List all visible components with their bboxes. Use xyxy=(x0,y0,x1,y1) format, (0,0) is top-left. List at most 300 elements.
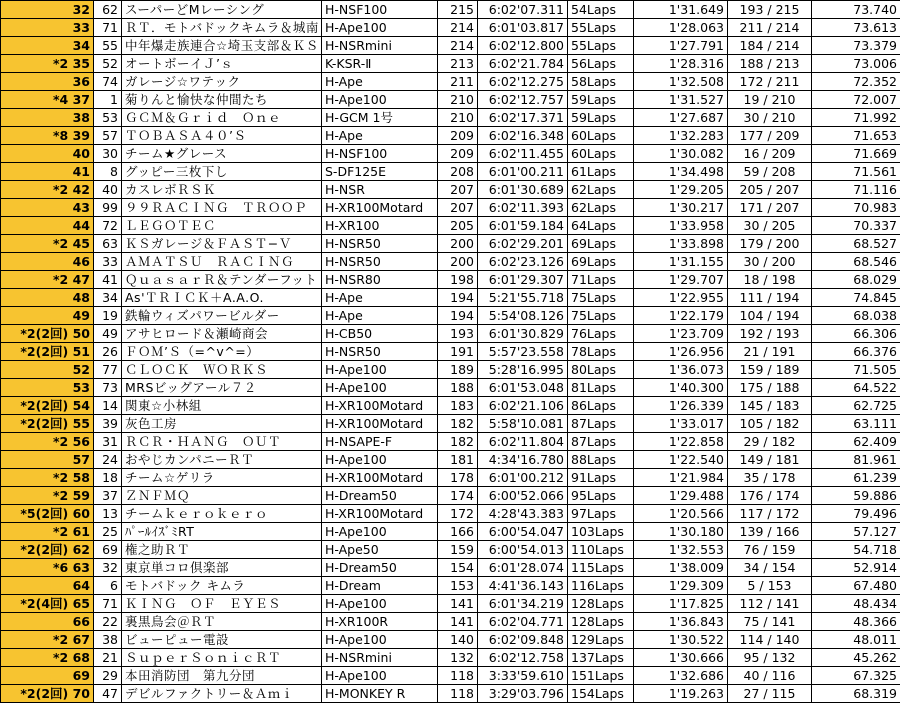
laps-cell: 166 xyxy=(438,523,478,541)
position-cell: *5(2回) 60 xyxy=(1,505,94,523)
machine-cell: H-Ape100 xyxy=(322,361,438,379)
total-time-cell: 4:34'16.780 xyxy=(478,451,568,469)
position-cell: 36 xyxy=(1,73,94,91)
avg-speed-cell: 68.319 xyxy=(812,685,900,703)
machine-cell: H-Dream xyxy=(322,577,438,595)
avg-speed-cell: 71.669 xyxy=(812,145,900,163)
best-lap-time-cell: 1'27.791 xyxy=(634,37,728,55)
laps-cell: 118 xyxy=(438,685,478,703)
position-cell: *2 56 xyxy=(1,433,94,451)
total-time-cell: 6:01'30.829 xyxy=(478,325,568,343)
best-lap-number-cell: 59 / 208 xyxy=(728,163,812,181)
lap-gap-cell: 59Laps xyxy=(568,109,634,127)
lap-gap-cell: 75Laps xyxy=(568,289,634,307)
avg-speed-cell: 79.496 xyxy=(812,505,900,523)
team-name-cell: チーム☆ゲリラ xyxy=(122,469,322,487)
total-time-cell: 4:41'36.143 xyxy=(478,577,568,595)
machine-cell: K-KSR-Ⅱ xyxy=(322,55,438,73)
table-row xyxy=(1,433,900,451)
avg-speed-cell: 52.914 xyxy=(812,559,900,577)
avg-speed-cell: 68.527 xyxy=(812,235,900,253)
total-time-cell: 6:02'17.371 xyxy=(478,109,568,127)
car-number-cell: 14 xyxy=(94,397,122,415)
team-name-cell: オートボーイＪ’ｓ xyxy=(122,55,322,73)
laps-cell: 205 xyxy=(438,217,478,235)
machine-cell: H-XR100Motard xyxy=(322,505,438,523)
team-name-cell: 灰色工房 xyxy=(122,415,322,433)
lap-gap-cell: 115Laps xyxy=(568,559,634,577)
best-lap-time-cell: 1'38.009 xyxy=(634,559,728,577)
team-name-cell: モトバドック キムラ xyxy=(122,577,322,595)
position-cell: *2 68 xyxy=(1,649,94,667)
best-lap-number-cell: 16 / 209 xyxy=(728,145,812,163)
table-row xyxy=(1,379,900,397)
best-lap-time-cell: 1'40.300 xyxy=(634,379,728,397)
avg-speed-cell: 71.992 xyxy=(812,109,900,127)
machine-cell: H-Ape100 xyxy=(322,91,438,109)
best-lap-time-cell: 1'33.958 xyxy=(634,217,728,235)
table-row xyxy=(1,145,900,163)
table-row xyxy=(1,37,900,55)
lap-gap-cell: 97Laps xyxy=(568,505,634,523)
total-time-cell: 6:02'12.275 xyxy=(478,73,568,91)
car-number-cell: 26 xyxy=(94,343,122,361)
position-cell: 49 xyxy=(1,307,94,325)
laps-cell: 214 xyxy=(438,19,478,37)
laps-cell: 207 xyxy=(438,181,478,199)
position-cell: 32 xyxy=(1,1,94,19)
total-time-cell: 3:29'03.796 xyxy=(478,685,568,703)
machine-cell: H-Ape100 xyxy=(322,667,438,685)
total-time-cell: 6:00'52.066 xyxy=(478,487,568,505)
best-lap-number-cell: 179 / 200 xyxy=(728,235,812,253)
lap-gap-cell: 103Laps xyxy=(568,523,634,541)
best-lap-number-cell: 18 / 198 xyxy=(728,271,812,289)
lap-gap-cell: 55Laps xyxy=(568,37,634,55)
position-cell: 53 xyxy=(1,379,94,397)
laps-cell: 213 xyxy=(438,55,478,73)
lap-gap-cell: 76Laps xyxy=(568,325,634,343)
table-row xyxy=(1,397,900,415)
laps-cell: 191 xyxy=(438,343,478,361)
team-name-cell: スーパーどMレーシング xyxy=(122,1,322,19)
lap-gap-cell: 87Laps xyxy=(568,433,634,451)
table-row xyxy=(1,469,900,487)
table-row xyxy=(1,595,900,613)
machine-cell: H-Ape xyxy=(322,73,438,91)
lap-gap-cell: 58Laps xyxy=(568,73,634,91)
laps-cell: 178 xyxy=(438,469,478,487)
avg-speed-cell: 67.480 xyxy=(812,577,900,595)
position-cell: 44 xyxy=(1,217,94,235)
total-time-cell: 6:02'21.784 xyxy=(478,55,568,73)
avg-speed-cell: 71.505 xyxy=(812,361,900,379)
best-lap-number-cell: 30 / 205 xyxy=(728,217,812,235)
machine-cell: H-Ape100 xyxy=(322,19,438,37)
laps-cell: 215 xyxy=(438,1,478,19)
best-lap-time-cell: 1'36.073 xyxy=(634,361,728,379)
machine-cell: H-NSR50 xyxy=(322,235,438,253)
avg-speed-cell: 70.337 xyxy=(812,217,900,235)
best-lap-time-cell: 1'32.553 xyxy=(634,541,728,559)
avg-speed-cell: 73.613 xyxy=(812,19,900,37)
car-number-cell: 63 xyxy=(94,235,122,253)
avg-speed-cell: 74.845 xyxy=(812,289,900,307)
best-lap-time-cell: 1'30.217 xyxy=(634,199,728,217)
total-time-cell: 6:01'00.211 xyxy=(478,163,568,181)
best-lap-number-cell: 30 / 200 xyxy=(728,253,812,271)
total-time-cell: 6:00'54.047 xyxy=(478,523,568,541)
lap-gap-cell: 64Laps xyxy=(568,217,634,235)
machine-cell: H-XR100Motard xyxy=(322,469,438,487)
team-name-cell: 権之助ＲＴ xyxy=(122,541,322,559)
best-lap-number-cell: 19 / 210 xyxy=(728,91,812,109)
machine-cell: H-XR100Motard xyxy=(322,415,438,433)
machine-cell: H-NSR50 xyxy=(322,253,438,271)
team-name-cell: デビルファクトリー＆Ａｍｉ xyxy=(122,685,322,703)
best-lap-number-cell: 111 / 194 xyxy=(728,289,812,307)
laps-cell: 118 xyxy=(438,667,478,685)
car-number-cell: 71 xyxy=(94,595,122,613)
avg-speed-cell: 57.127 xyxy=(812,523,900,541)
avg-speed-cell: 48.434 xyxy=(812,595,900,613)
team-name-cell: 東京単コロ倶楽部 xyxy=(122,559,322,577)
position-cell: *2 42 xyxy=(1,181,94,199)
table-row xyxy=(1,1,900,19)
total-time-cell: 6:02'16.348 xyxy=(478,127,568,145)
lap-gap-cell: 91Laps xyxy=(568,469,634,487)
total-time-cell: 6:01'34.219 xyxy=(478,595,568,613)
best-lap-number-cell: 188 / 213 xyxy=(728,55,812,73)
position-cell: *2 67 xyxy=(1,631,94,649)
team-name-cell: おやじカンパニーＲＴ xyxy=(122,451,322,469)
best-lap-time-cell: 1'20.566 xyxy=(634,505,728,523)
table-row xyxy=(1,667,900,685)
laps-cell: 188 xyxy=(438,379,478,397)
table-row xyxy=(1,109,900,127)
team-name-cell: チーム★グレース xyxy=(122,145,322,163)
car-number-cell: 29 xyxy=(94,667,122,685)
laps-cell: 182 xyxy=(438,433,478,451)
best-lap-time-cell: 1'31.155 xyxy=(634,253,728,271)
machine-cell: H-Ape50 xyxy=(322,541,438,559)
total-time-cell: 6:02'09.848 xyxy=(478,631,568,649)
position-cell: *6 63 xyxy=(1,559,94,577)
best-lap-time-cell: 1'30.082 xyxy=(634,145,728,163)
lap-gap-cell: 71Laps xyxy=(568,271,634,289)
lap-gap-cell: 61Laps xyxy=(568,163,634,181)
best-lap-time-cell: 1'30.180 xyxy=(634,523,728,541)
laps-cell: 200 xyxy=(438,253,478,271)
best-lap-number-cell: 184 / 214 xyxy=(728,37,812,55)
best-lap-number-cell: 75 / 141 xyxy=(728,613,812,631)
lap-gap-cell: 80Laps xyxy=(568,361,634,379)
team-name-cell: グッピー三枚下し xyxy=(122,163,322,181)
lap-gap-cell: 62Laps xyxy=(568,181,634,199)
team-name-cell: ＦＯＭ’Ｓ（=^v^=） xyxy=(122,343,322,361)
laps-cell: 194 xyxy=(438,307,478,325)
machine-cell: H-Ape100 xyxy=(322,595,438,613)
lap-gap-cell: 81Laps xyxy=(568,379,634,397)
car-number-cell: 31 xyxy=(94,433,122,451)
machine-cell: H-XR100 xyxy=(322,217,438,235)
car-number-cell: 55 xyxy=(94,37,122,55)
laps-cell: 193 xyxy=(438,325,478,343)
table-row xyxy=(1,217,900,235)
team-name-cell: ９９ＲＡＣＩＮＧ ＴＲＯＯＰ xyxy=(122,199,322,217)
best-lap-number-cell: 211 / 214 xyxy=(728,19,812,37)
avg-speed-cell: 73.740 xyxy=(812,1,900,19)
car-number-cell: 53 xyxy=(94,109,122,127)
machine-cell: H-NSAPE-F xyxy=(322,433,438,451)
total-time-cell: 6:02'07.311 xyxy=(478,1,568,19)
total-time-cell: 6:02'21.106 xyxy=(478,397,568,415)
lap-gap-cell: 56Laps xyxy=(568,55,634,73)
team-name-cell: ビューピュー電設 xyxy=(122,631,322,649)
avg-speed-cell: 62.409 xyxy=(812,433,900,451)
table-row xyxy=(1,487,900,505)
car-number-cell: 52 xyxy=(94,55,122,73)
position-cell: *2(2回) 55 xyxy=(1,415,94,433)
best-lap-time-cell: 1'30.666 xyxy=(634,649,728,667)
avg-speed-cell: 73.379 xyxy=(812,37,900,55)
best-lap-number-cell: 176 / 174 xyxy=(728,487,812,505)
position-cell: 66 xyxy=(1,613,94,631)
best-lap-time-cell: 1'22.955 xyxy=(634,289,728,307)
position-cell: *2 58 xyxy=(1,469,94,487)
team-name-cell: ガレージ☆ワテック xyxy=(122,73,322,91)
car-number-cell: 13 xyxy=(94,505,122,523)
laps-cell: 210 xyxy=(438,91,478,109)
laps-cell: 194 xyxy=(438,289,478,307)
car-number-cell: 99 xyxy=(94,199,122,217)
car-number-cell: 40 xyxy=(94,181,122,199)
position-cell: 43 xyxy=(1,199,94,217)
best-lap-time-cell: 1'31.527 xyxy=(634,91,728,109)
car-number-cell: 77 xyxy=(94,361,122,379)
laps-cell: 211 xyxy=(438,73,478,91)
total-time-cell: 6:01'53.048 xyxy=(478,379,568,397)
team-name-cell: ＬＥＧＯＴＥＣ xyxy=(122,217,322,235)
table-row xyxy=(1,505,900,523)
position-cell: 64 xyxy=(1,577,94,595)
machine-cell: H-NSR80 xyxy=(322,271,438,289)
car-number-cell: 21 xyxy=(94,649,122,667)
machine-cell: H-XR100Motard xyxy=(322,397,438,415)
table-row xyxy=(1,577,900,595)
best-lap-time-cell: 1'21.984 xyxy=(634,469,728,487)
position-cell: *2(4回) 65 xyxy=(1,595,94,613)
team-name-cell: ＫＩＮＧ ＯＦ ＥＹＥＳ xyxy=(122,595,322,613)
total-time-cell: 3:33'59.610 xyxy=(478,667,568,685)
machine-cell: H-MONKEY R xyxy=(322,685,438,703)
best-lap-number-cell: 117 / 172 xyxy=(728,505,812,523)
position-cell: 57 xyxy=(1,451,94,469)
best-lap-time-cell: 1'26.956 xyxy=(634,343,728,361)
table-row xyxy=(1,541,900,559)
car-number-cell: 39 xyxy=(94,415,122,433)
best-lap-time-cell: 1'22.858 xyxy=(634,433,728,451)
laps-cell: 154 xyxy=(438,559,478,577)
position-cell: *2(2回) 50 xyxy=(1,325,94,343)
total-time-cell: 5:58'10.081 xyxy=(478,415,568,433)
team-name-cell: ＲＴ．モトバドックキムラ＆城南 xyxy=(122,19,322,37)
lap-gap-cell: 86Laps xyxy=(568,397,634,415)
avg-speed-cell: 54.718 xyxy=(812,541,900,559)
avg-speed-cell: 73.006 xyxy=(812,55,900,73)
total-time-cell: 6:02'11.393 xyxy=(478,199,568,217)
best-lap-number-cell: 29 / 182 xyxy=(728,433,812,451)
avg-speed-cell: 66.376 xyxy=(812,343,900,361)
laps-cell: 209 xyxy=(438,145,478,163)
laps-cell: 183 xyxy=(438,397,478,415)
car-number-cell: 30 xyxy=(94,145,122,163)
total-time-cell: 6:01'29.307 xyxy=(478,271,568,289)
car-number-cell: 18 xyxy=(94,469,122,487)
lap-gap-cell: 154Laps xyxy=(568,685,634,703)
lap-gap-cell: 128Laps xyxy=(568,595,634,613)
total-time-cell: 5:21'55.718 xyxy=(478,289,568,307)
best-lap-time-cell: 1'30.522 xyxy=(634,631,728,649)
table-row xyxy=(1,91,900,109)
machine-cell: H-Ape xyxy=(322,127,438,145)
table-row xyxy=(1,631,900,649)
car-number-cell: 25 xyxy=(94,523,122,541)
laps-cell: 200 xyxy=(438,235,478,253)
avg-speed-cell: 45.262 xyxy=(812,649,900,667)
position-cell: 69 xyxy=(1,667,94,685)
best-lap-time-cell: 1'28.316 xyxy=(634,55,728,73)
laps-cell: 140 xyxy=(438,631,478,649)
best-lap-number-cell: 145 / 183 xyxy=(728,397,812,415)
laps-cell: 153 xyxy=(438,577,478,595)
laps-cell: 207 xyxy=(438,199,478,217)
table-row xyxy=(1,361,900,379)
total-time-cell: 4:28'43.383 xyxy=(478,505,568,523)
position-cell: *2(2回) 70 xyxy=(1,685,94,703)
team-name-cell: 本田消防団 第九分団 xyxy=(122,667,322,685)
table-row xyxy=(1,451,900,469)
laps-cell: 189 xyxy=(438,361,478,379)
car-number-cell: 1 xyxy=(94,91,122,109)
table-row xyxy=(1,325,900,343)
lap-gap-cell: 116Laps xyxy=(568,577,634,595)
car-number-cell: 57 xyxy=(94,127,122,145)
car-number-cell: 72 xyxy=(94,217,122,235)
best-lap-time-cell: 1'33.017 xyxy=(634,415,728,433)
best-lap-time-cell: 1'34.498 xyxy=(634,163,728,181)
table-row xyxy=(1,55,900,73)
best-lap-number-cell: 40 / 116 xyxy=(728,667,812,685)
team-name-cell: ＲＣＲ・ＨＡＮＧ ＯＵＴ xyxy=(122,433,322,451)
laps-cell: 208 xyxy=(438,163,478,181)
car-number-cell: 33 xyxy=(94,253,122,271)
car-number-cell: 49 xyxy=(94,325,122,343)
lap-gap-cell: 60Laps xyxy=(568,145,634,163)
position-cell: 46 xyxy=(1,253,94,271)
car-number-cell: 32 xyxy=(94,559,122,577)
best-lap-number-cell: 21 / 191 xyxy=(728,343,812,361)
lap-gap-cell: 54Laps xyxy=(568,1,634,19)
best-lap-time-cell: 1'22.540 xyxy=(634,451,728,469)
car-number-cell: 22 xyxy=(94,613,122,631)
best-lap-number-cell: 27 / 115 xyxy=(728,685,812,703)
avg-speed-cell: 48.366 xyxy=(812,613,900,631)
team-name-cell: ＴＯＢＡＳＡ４０’Ｓ xyxy=(122,127,322,145)
laps-cell: 198 xyxy=(438,271,478,289)
best-lap-time-cell: 1'33.898 xyxy=(634,235,728,253)
total-time-cell: 5:54'08.126 xyxy=(478,307,568,325)
best-lap-number-cell: 30 / 210 xyxy=(728,109,812,127)
best-lap-time-cell: 1'31.649 xyxy=(634,1,728,19)
position-cell: *2 47 xyxy=(1,271,94,289)
laps-cell: 181 xyxy=(438,451,478,469)
table-row xyxy=(1,127,900,145)
avg-speed-cell: 59.886 xyxy=(812,487,900,505)
car-number-cell: 71 xyxy=(94,19,122,37)
avg-speed-cell: 62.725 xyxy=(812,397,900,415)
machine-cell: H-Ape100 xyxy=(322,451,438,469)
best-lap-time-cell: 1'19.263 xyxy=(634,685,728,703)
lap-gap-cell: 78Laps xyxy=(568,343,634,361)
lap-gap-cell: 110Laps xyxy=(568,541,634,559)
laps-cell: 141 xyxy=(438,613,478,631)
car-number-cell: 37 xyxy=(94,487,122,505)
best-lap-number-cell: 112 / 141 xyxy=(728,595,812,613)
team-name-cell: 菊りんと愉快な仲間たち xyxy=(122,91,322,109)
laps-cell: 209 xyxy=(438,127,478,145)
best-lap-time-cell: 1'32.283 xyxy=(634,127,728,145)
best-lap-time-cell: 1'28.063 xyxy=(634,19,728,37)
car-number-cell: 69 xyxy=(94,541,122,559)
lap-gap-cell: 87Laps xyxy=(568,415,634,433)
total-time-cell: 6:01'30.689 xyxy=(478,181,568,199)
machine-cell: H-Dream50 xyxy=(322,559,438,577)
table-row xyxy=(1,415,900,433)
car-number-cell: 41 xyxy=(94,271,122,289)
machine-cell: H-Ape100 xyxy=(322,523,438,541)
total-time-cell: 6:01'28.074 xyxy=(478,559,568,577)
position-cell: *2 45 xyxy=(1,235,94,253)
lap-gap-cell: 137Laps xyxy=(568,649,634,667)
best-lap-number-cell: 205 / 207 xyxy=(728,181,812,199)
best-lap-time-cell: 1'32.686 xyxy=(634,667,728,685)
table-row xyxy=(1,73,900,91)
machine-cell: S-DF125E xyxy=(322,163,438,181)
best-lap-number-cell: 192 / 193 xyxy=(728,325,812,343)
total-time-cell: 5:57'23.558 xyxy=(478,343,568,361)
best-lap-time-cell: 1'29.488 xyxy=(634,487,728,505)
machine-cell: H-NSR50 xyxy=(322,343,438,361)
machine-cell: H-XR100Motard xyxy=(322,199,438,217)
avg-speed-cell: 71.653 xyxy=(812,127,900,145)
team-name-cell: MRSビッグアール７２ xyxy=(122,379,322,397)
best-lap-time-cell: 1'29.309 xyxy=(634,577,728,595)
avg-speed-cell: 70.983 xyxy=(812,199,900,217)
laps-cell: 159 xyxy=(438,541,478,559)
total-time-cell: 6:02'12.757 xyxy=(478,91,568,109)
position-cell: 40 xyxy=(1,145,94,163)
table-row xyxy=(1,649,900,667)
best-lap-time-cell: 1'23.709 xyxy=(634,325,728,343)
best-lap-number-cell: 76 / 159 xyxy=(728,541,812,559)
best-lap-time-cell: 1'29.205 xyxy=(634,181,728,199)
total-time-cell: 6:02'23.126 xyxy=(478,253,568,271)
table-row xyxy=(1,523,900,541)
avg-speed-cell: 68.038 xyxy=(812,307,900,325)
machine-cell: H-Ape100 xyxy=(322,631,438,649)
avg-speed-cell: 64.522 xyxy=(812,379,900,397)
